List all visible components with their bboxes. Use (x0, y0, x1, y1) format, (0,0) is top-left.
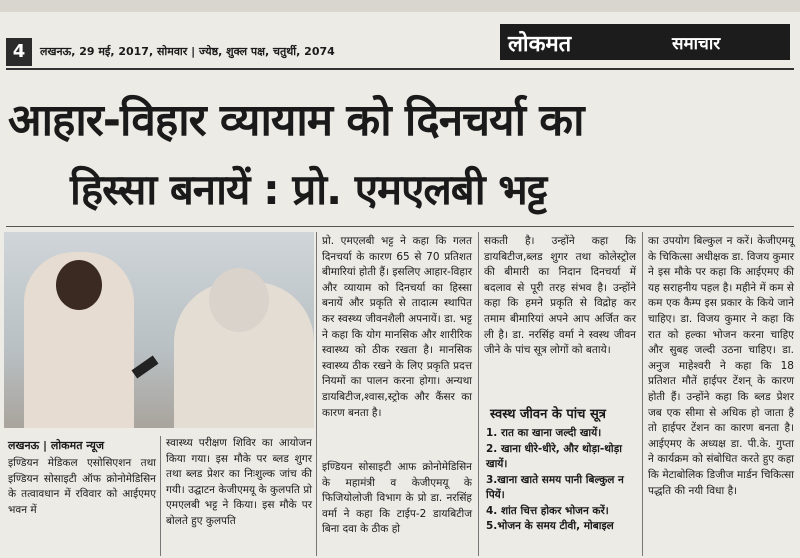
glucometer-device (131, 355, 158, 378)
headline-rule (6, 226, 794, 227)
article-column-5 (648, 234, 794, 499)
brand-logo: लोकमत (508, 32, 572, 57)
column-divider (160, 436, 161, 556)
column-5-text: का उपयोग बिल्कुल न करें। केजीएमयू के चिकित्सा अधीक्षक डा. विजय कुमार ने इस मौके पर कहा कि आईएमए की यह सराहनीय पहल है। महीने में कम से कम एक कैम्प इस प्रकार के किये जाने चाहिए। डा. विजय कुमार ने कहा कि रात को हल्का भोजन करना चाहिए और सुबह जल्दी उठना चाहिए। डा. अनुज माहेश्वरी ने कहा कि 18 प्रतिशत मौतें हाईपर टेंशन् के कारण होती हैं। उन्होंने कहा कि ब्लड प्रेशर जब एक सीमा से अधिक हो जाता है तो हाईपर टेंशन का कारण बनता है। आईएमए के अध्यक्ष डा. पी.के. गुप्ता ने कार्यक्रम को संबोधित करते हुए कहा कि मेटाबोलिक डिजीज मार्डन चिकित्सा पद्धति की नयी विधा है। (648, 235, 795, 497)
column-3-text: इण्डियन सोसाइटी आफ क्रोनोमेडिसिन के महामंत्री व केजीएमयू के फिजियोलोजी विभाग के प्रो डा. नरसिंह वर्मा ने कहा कि टाईप-2 डायबिटीज बिना दवा के ठीक हो (322, 461, 472, 536)
headline-line-1: आहार-विहार व्यायाम को दिनचर्या का (8, 95, 584, 146)
headline-line-2: हिस्सा बनायें : प्रो. एमएलबी भट्ट (70, 165, 547, 214)
article-column-2a (166, 436, 312, 530)
tip-item: 3.खाना खाते समय पानी बिल्कुल न पियें। (486, 473, 624, 501)
column-1-text: इण्डियन मेडिकल एसोसिएशन तथा इण्डियन सोसाइटी ऑफ क्रोनोमेडिसिन के तत्वावधान में रविवार को आईएमए भवन में (8, 457, 156, 516)
brand-tag: समाचार (672, 34, 721, 54)
tips-list (486, 426, 636, 535)
column-2a-text: स्वास्थ्य परीक्षण शिविर का आयोजन किया गया। इस मौके पर ब्लड शुगर तथा ब्लड प्रेशर का निःशुल्क जांच की गयी। उद्घाटन केजीएमयू के कुलपति प्रो एमएलबी भट्ट ने किया। इस मौके पर बोलते हुए कुलपति (166, 437, 312, 527)
photo-person-right-head (209, 268, 269, 332)
tip-item: 5.भोजन के समय टीवी, मोबाइल (486, 520, 614, 532)
column-2b-text: प्रो. एमएलबी भट्ट ने कहा कि गलत दिनचर्या के कारण 65 से 70 प्रतिशत बीमारियां होती हैं। इसलिए आहार-विहार और व्यायाम को दिनचर्या का हिस्सा बनायें और प्रकृति से तादात्म स्थापित कर स्वस्थ्य जीवनशैली अपनायें। डा. भट्ट ने कहा कि योग मानसिक और शारीरिक स्वास्थ्य को ठीक रखता है। मानसिक स्वास्थ्य ठीक रखने के लिए प्रकृति प्रदत्त नियमों का पालन करना होगा। अन्यथा डायबिटीज,श्वास,स्ट्रोक और कैंसर का कारण बनता है। (322, 235, 472, 419)
tips-heading: स्वस्थ जीवन के पांच सूत्र (490, 407, 606, 422)
tip-item: 4. शांत चित्त होकर भोजन करें। (486, 504, 609, 517)
article-column-1 (8, 456, 156, 518)
header-rule (6, 68, 794, 70)
column-divider (478, 232, 479, 556)
column-4-text: सकती है। उन्होंने कहा कि डायबिटीज,ब्लड शुगर तथा कोलेस्ट्रोल की बीमारी का निदान दिनचर्या में बदलाव से पूरी तरह संभव है। उन्होंने कहा कि हमने प्रकृति से विद्रोह कर तमाम बीमारियां अपने आप अर्जित कर ली है। डा. नरसिंह वर्मा ने स्वस्थ जीवन जीने के पांच सूत्र लोगों को बताये। (484, 235, 636, 357)
news-photo (4, 232, 314, 428)
photo-caption: लखनऊ | लोकमत न्यूज (8, 439, 105, 452)
column-divider (642, 232, 643, 556)
page-number: 4 (6, 38, 32, 66)
column-divider (316, 232, 317, 556)
tip-item: 1. रात का खाना जल्दी खायें। (486, 427, 602, 439)
article-column-3 (322, 460, 472, 538)
dateline: लखनऊ, 29 मई, 2017, सोमवार | ज्येष्ठ, शुक्ल पक्ष, चतुर्थी, 2074 (40, 45, 335, 58)
photo-person-left-head (56, 260, 102, 310)
top-strip (0, 0, 800, 12)
tip-item: 2. खाना धीरे-धीरे, और थोड़ा-थोड़ा खायें। (486, 442, 622, 470)
article-column-4 (484, 234, 636, 359)
article-column-2b (322, 234, 472, 421)
